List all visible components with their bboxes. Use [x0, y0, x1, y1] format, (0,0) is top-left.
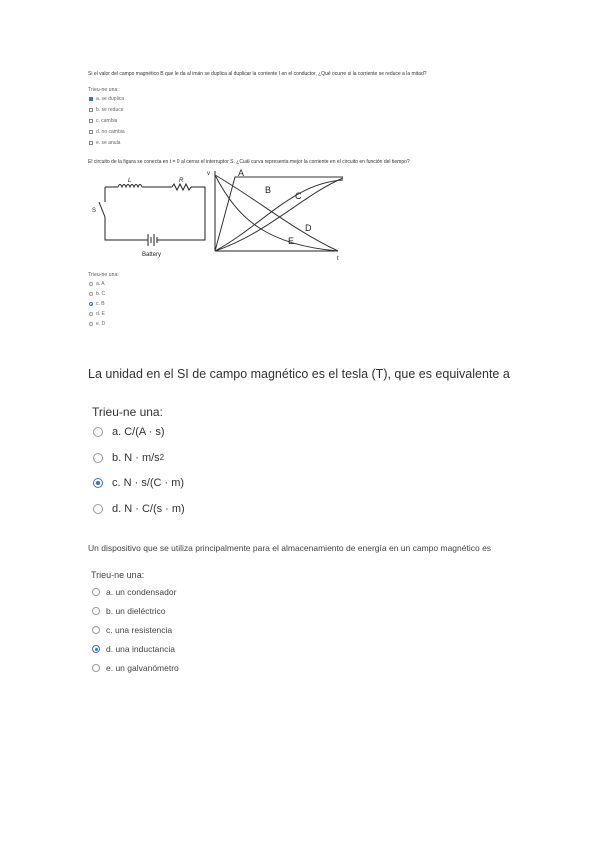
- option-label: d. una inductancia: [106, 644, 175, 654]
- graph-x-label: t: [337, 256, 339, 262]
- q2-option-c[interactable]: [89, 301, 105, 307]
- curve-label-e: E: [288, 236, 295, 246]
- option-label: a. un condensador: [106, 587, 177, 597]
- option-label: e. D: [96, 321, 106, 327]
- option-label: e. se anula: [96, 140, 121, 146]
- response-graph: [207, 168, 343, 262]
- q3-text: La unidad en el SI de campo magnético es el tesla (T), que es equivalente a: [88, 367, 510, 381]
- option-label: c. una resistencia: [106, 625, 173, 635]
- radio-button-selected[interactable]: [92, 645, 100, 653]
- q4-text: Un dispositivo que se utiliza principalmente para el almacenamiento de energía en un campo magnético es: [88, 543, 492, 553]
- battery-label: Battery: [142, 252, 162, 258]
- curve-label-d: D: [305, 223, 312, 233]
- option-label: d. no cambia: [96, 129, 125, 135]
- checkbox[interactable]: [89, 108, 93, 112]
- q1-text: Si el valor del campo magnético B que le da al imán se duplica al duplicar la corriente I en el conductor, ¿Qué ocurre si la corriente se reduce a la mitad?: [88, 71, 427, 77]
- q1-option-c[interactable]: [89, 118, 117, 124]
- radio-button[interactable]: [93, 504, 103, 514]
- radio-button[interactable]: [93, 427, 103, 437]
- q1-prompt: Trieu-ne una:: [88, 87, 119, 93]
- graph-y-label: v: [207, 171, 210, 177]
- q3-option-a[interactable]: [93, 426, 165, 438]
- option-label: c. B: [96, 301, 105, 307]
- radio-button[interactable]: [92, 607, 100, 615]
- radio-button[interactable]: [92, 664, 100, 672]
- q4-option-a[interactable]: [92, 587, 176, 597]
- radio-button-selected[interactable]: [89, 302, 93, 306]
- option-label: a. A: [96, 281, 105, 287]
- radio-button[interactable]: [92, 626, 100, 634]
- radio-button[interactable]: [89, 292, 93, 296]
- option-label: b. N · m/s: [112, 451, 160, 464]
- inductor-coil: [118, 185, 142, 188]
- q3-prompt: Trieu-ne una:: [92, 405, 163, 419]
- option-label: c. N · s/(C · m): [112, 477, 185, 489]
- q1-option-a[interactable]: [89, 96, 124, 102]
- radio-button-selected[interactable]: [93, 478, 103, 488]
- q4-option-e[interactable]: [92, 663, 179, 673]
- resistor-label: R: [179, 178, 184, 184]
- q2-text: El circuito de la figura se conecta en t = 0 al cerrar el interruptor S. ¿Cuál curva representa mejor la corriente en el circuito en función del tiempo?: [88, 159, 410, 165]
- q3-option-c[interactable]: [93, 477, 184, 489]
- option-exponent: 2: [159, 453, 165, 462]
- q4-prompt: Trieu-ne una:: [91, 570, 145, 580]
- q4-option-d[interactable]: [92, 644, 175, 654]
- checkbox[interactable]: [89, 141, 93, 145]
- checkbox[interactable]: [89, 130, 93, 134]
- q2-option-b[interactable]: [89, 291, 105, 297]
- q2-option-a[interactable]: [89, 281, 105, 287]
- q2-figure: [88, 165, 350, 265]
- option-label: d. E: [96, 311, 105, 317]
- option-label: a. se duplica: [96, 96, 125, 102]
- resistor-zigzag: [172, 184, 191, 190]
- q3-option-b[interactable]: [93, 452, 164, 464]
- radio-button[interactable]: [93, 453, 103, 463]
- option-label: d. N · C/(s · m): [112, 502, 185, 515]
- q1-option-d[interactable]: [89, 129, 125, 135]
- rl-circuit-diagram: [99, 184, 205, 246]
- option-label: e. un galvanómetro: [106, 663, 179, 673]
- q4-option-b[interactable]: [92, 606, 166, 616]
- switch-lever: [99, 202, 105, 217]
- radio-button[interactable]: [89, 312, 93, 316]
- option-label: a. C/(A · s): [112, 426, 165, 438]
- option-label: b. un dieléctrico: [106, 606, 166, 616]
- radio-button[interactable]: [92, 588, 100, 596]
- curve-label-b: B: [265, 185, 272, 195]
- q2-prompt: Trieu-ne una:: [88, 272, 119, 278]
- curve-c: [215, 178, 343, 251]
- q1-option-e[interactable]: [89, 140, 120, 146]
- switch-label: S: [92, 208, 97, 214]
- option-label: c. cambia: [96, 118, 118, 124]
- radio-button[interactable]: [89, 322, 93, 326]
- inductor-label: L: [128, 178, 132, 184]
- curve-label-a: A: [238, 168, 245, 178]
- circuit-wire: [105, 217, 148, 240]
- q1-option-b[interactable]: [89, 107, 124, 113]
- checkbox[interactable]: [89, 119, 93, 123]
- circuit-wire: [157, 187, 205, 240]
- radio-button[interactable]: [89, 282, 93, 286]
- q2-option-e[interactable]: [89, 321, 105, 327]
- curve-label-c: C: [295, 191, 302, 201]
- option-label: b. C: [96, 291, 106, 297]
- checkbox-selected[interactable]: [89, 97, 93, 101]
- option-label: b. se reduce: [96, 107, 124, 113]
- curve-b: [215, 180, 343, 251]
- q3-option-d[interactable]: [93, 503, 185, 515]
- q2-option-d[interactable]: [89, 311, 105, 317]
- q4-option-c[interactable]: [92, 625, 172, 635]
